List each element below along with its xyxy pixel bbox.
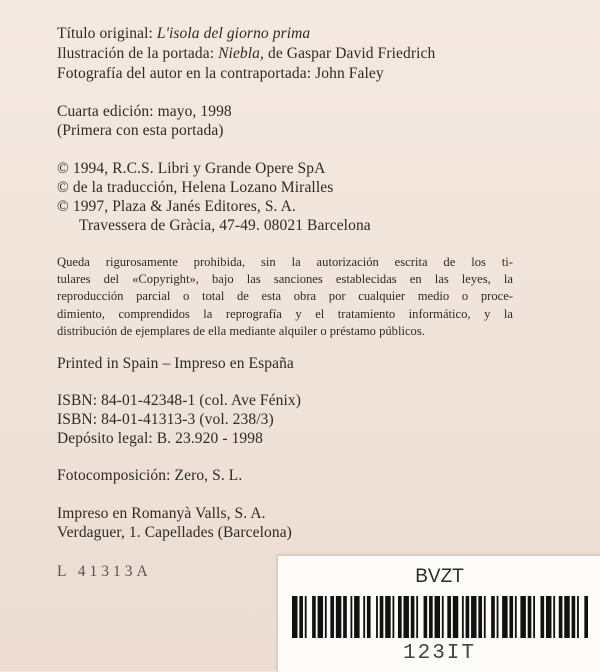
barcode-bar [380,596,384,638]
barcode-bar [343,596,347,638]
barcode-bar [520,596,525,638]
barcode-bar [546,596,551,638]
library-barcode-sticker [277,555,600,672]
isbn-line-1: ISBN: 84-01-42348-1 (col. Ave Fénix) [57,392,301,409]
barcode-bar [354,596,359,638]
barcode-bar [453,596,458,638]
barcode-bar [424,596,428,638]
barcode-bar [305,596,307,638]
sticker-number: 123IT [402,642,476,665]
printed-in-line: Printed in Spain – Impreso en España [57,355,294,372]
barcode-bar [564,596,569,638]
cover-artist: de Gaspar David Friedrich [264,45,436,62]
edition-line: Cuarta edición: mayo, 1998 [57,103,232,120]
original-title-label: Título original: [57,25,157,42]
barcode-bar [318,596,323,638]
barcode-bar [528,596,532,638]
barcode-bar [411,596,415,638]
legal-notice-line: distribución de ejemplares de ella mediante alquiler o préstamo públicos. [57,323,425,338]
barcode-bar [497,596,499,638]
legal-notice [57,254,513,340]
cover-label: Ilustración de la portada: [57,45,219,62]
barcode-bar [572,596,576,638]
publisher-address: Travessera de Gràcia, 47-49. 08021 Barcelona [79,217,371,234]
original-title: L'isola del giorno prima [156,25,311,42]
barcode-bar [330,596,334,638]
barcode-bar [540,596,544,638]
barcode-bar [442,596,444,638]
barcode-bar [292,596,297,638]
author-photo-line: Fotografía del autor en la contraportada: John Faley [57,65,384,82]
barcode-bar [491,596,495,638]
barcode-bar [478,596,482,638]
legal-deposit-line: Depósito legal: B. 23.920 - 1998 [57,430,263,447]
barcode-bar [350,596,352,638]
barcode-bar [466,596,470,638]
legal-notice-line: dimiento, comprendidos la reprografía y el tratamiento informático, y la [57,306,513,321]
isbn-line-2: ISBN: 84-01-41313-3 (vol. 238/3) [57,411,274,428]
barcode-bar [553,596,555,638]
copyright-line-1: © 1994, R.C.S. Libri y Grande Opere SpA [57,160,326,177]
printer-line-2: Verdaguer, 1. Capellades (Barcelona) [57,524,292,541]
barcode-bar [577,596,579,638]
barcode-bar [533,596,535,638]
printer-line-1: Impreso en Romanyà Valls, S. A. [57,505,266,522]
reference-code: L 41313A [57,563,152,580]
barcode-bar [363,596,365,638]
barcode-bar [584,596,588,638]
barcode-bar [509,596,513,638]
barcode-bar [385,596,390,638]
copyright-line-2: © de la traducción, Helena Lozano Miralles [57,179,334,196]
legal-notice-line: Queda rigurosamente prohibida, sin la autorización escrita de los ti- [57,255,513,269]
barcode-bar [471,596,476,638]
edition-note: (Primera con esta portada) [57,122,224,139]
barcode-bar [462,596,464,638]
barcode-bar [559,596,563,638]
barcode-bar [325,596,327,638]
cover-work: Niebla, [218,45,264,62]
barcode-bar [336,596,341,638]
barcode-bar [429,596,433,638]
barcode-bar [435,596,440,638]
legal-notice-line: reproducción parcial o total de esta obra por cualquier medio o proce- [57,289,513,304]
cover-illustration-line [57,45,435,63]
original-title-line [57,25,310,43]
barcode-bar [367,596,371,638]
barcode-bar [312,596,316,638]
sticker-code: BVZT [415,566,464,587]
typesetting-line: Fotocomposición: Zero, S. L. [57,467,243,484]
barcode-bar [502,596,507,638]
barcode-bar [515,596,517,638]
barcode-bar [392,596,394,638]
barcode-bar [299,596,303,638]
barcode-bar [403,596,408,638]
barcode-bar [376,596,378,638]
barcode-bar [484,596,486,638]
copyright-line-3: © 1997, Plaza & Janés Editores, S. A. [57,198,296,215]
barcode [292,596,588,638]
barcode-bar [416,596,418,638]
barcode-bar [447,596,451,638]
legal-notice-line: tulares del «Copyright», bajo las sanciones establecidas en las leyes, la [57,272,513,287]
barcode-bar [398,596,402,638]
